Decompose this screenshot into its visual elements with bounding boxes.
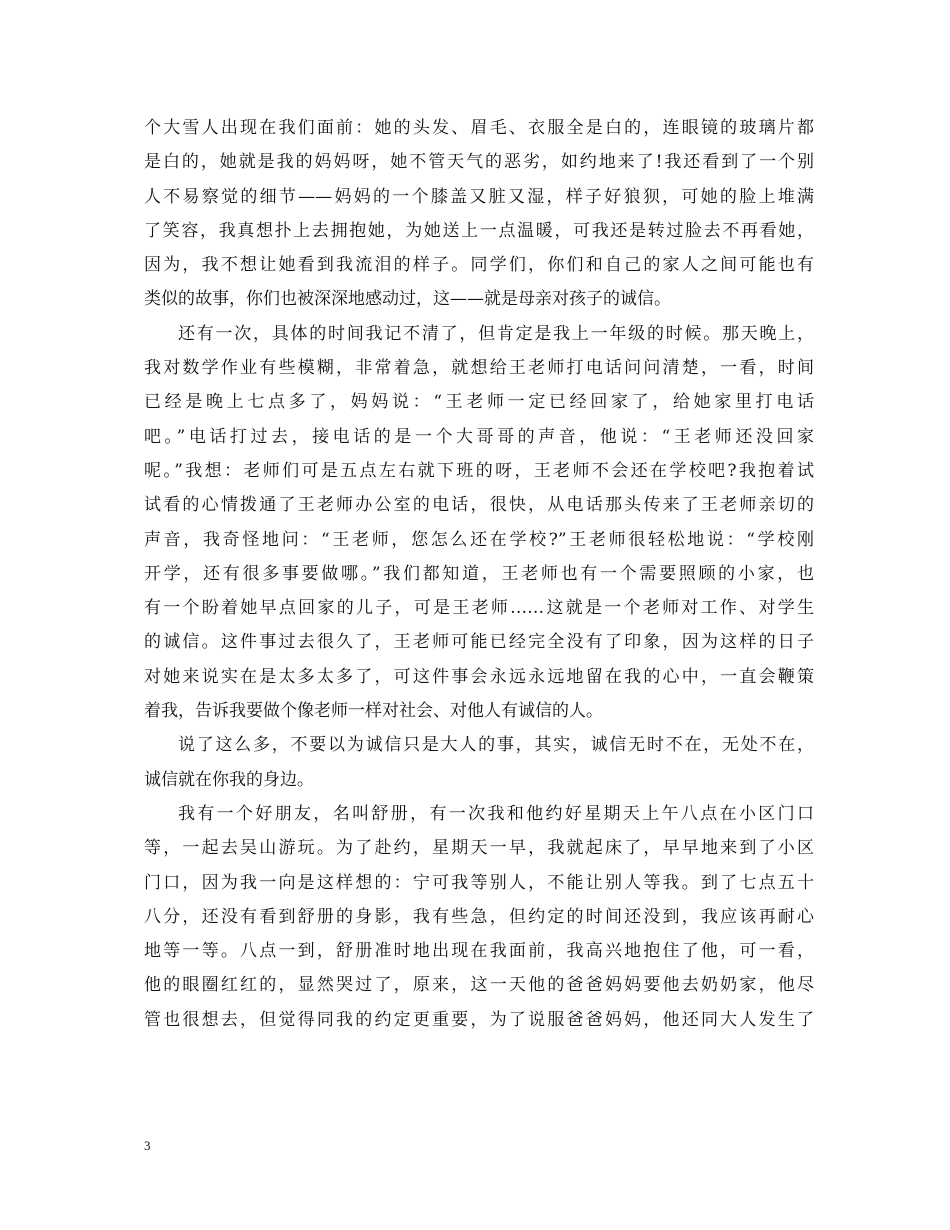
text-line: 个大雪人出现在我们面前：她的头发、眉毛、衣服全是白的，连眼镜的玻璃片都 — [144, 118, 814, 138]
text-line: 八分，还没有看到舒册的身影，我有些急，但约定的时间还没到，我应该再耐心 — [144, 906, 814, 927]
body-text — [144, 111, 814, 1037]
text-line: 等，一起去吴山游玩。为了赴约，星期天一早，我就起床了，早早地来到了小区 — [144, 838, 814, 859]
text-line: 对她来说实在是太多太多了，可这件事会永远永远地留在我的心中，一直会鞭策 — [144, 666, 814, 687]
text-line: 是白的，她就是我的妈妈呀，她不管天气的恶劣，如约地来了!我还看到了一个别 — [144, 152, 814, 173]
text-line: 我对数学作业有些模糊，非常着急，就想给王老师打电话问问清楚，一看，时间 — [144, 358, 814, 379]
text-line: 呢。”我想：老师们可是五点左右就下班的呀，王老师不会还在学校吧?我抱着试 — [144, 460, 814, 481]
text-line: 地等一等。八点一到，舒册准时地出现在我面前，我高兴地抱住了他，可一看， — [144, 941, 814, 962]
text-line: 声音，我奇怪地问：“王老师，您怎么还在学校?”王老师很轻松地说：“学校刚 — [144, 529, 814, 550]
text-line: 试看的心情拨通了王老师办公室的电话，很快，从电话那头传来了王老师亲切的 — [144, 495, 814, 516]
text-line: 他的眼圈红红的，显然哭过了，原来，这一天他的爸爸妈妈要他去奶奶家，他尽 — [144, 975, 814, 996]
text-line: 的诚信。这件事过去很久了，王老师可能已经完全没有了印象，因为这样的日子 — [144, 632, 814, 653]
text-line: 着我，告诉我要做个像老师一样对社会、对他人有诚信的人。 — [144, 701, 603, 722]
text-line: 还有一次，具体的时间我记不清了，但肯定是我上一年级的时候。那天晚上， — [178, 323, 814, 344]
text-line: 吧。”电话打过去，接电话的是一个大哥哥的声音，他说：“王老师还没回家 — [144, 426, 814, 447]
text-line: 类似的故事，你们也被深深地感动过，这——就是母亲对孩子的诚信。 — [144, 289, 671, 310]
text-line: 开学，还有很多事要做哪。”我们都知道，王老师也有一个需要照顾的小家，也 — [144, 563, 814, 584]
text-line: 因为，我不想让她看到我流泪的样子。同学们，你们和自己的家人之间可能也有 — [144, 255, 814, 276]
page-number: 3 — [144, 1138, 151, 1153]
text-line: 说了这么多，不要以为诚信只是大人的事，其实，诚信无时不在，无处不在， — [178, 735, 814, 756]
text-line: 诚信就在你我的身边。 — [144, 769, 314, 790]
text-line: 我有一个好朋友，名叫舒册，有一次我和他约好星期天上午八点在小区门口 — [178, 803, 814, 824]
text-line: 门口，因为我一向是这样想的：宁可我等别人，不能让别人等我。到了七点五十 — [144, 872, 814, 893]
text-line: 管也很想去，但觉得同我的约定更重要，为了说服爸爸妈妈，他还同大人发生了 — [144, 1009, 814, 1030]
text-line: 已经是晚上七点多了，妈妈说：“王老师一定已经回家了，给她家里打电话 — [144, 392, 814, 413]
text-line: 有一个盼着她早点回家的儿子，可是王老师……这就是一个老师对工作、对学生 — [144, 598, 814, 619]
text-line: 人不易察觉的细节——妈妈的一个膝盖又脏又湿，样子好狼狈，可她的脸上堆满 — [144, 186, 814, 207]
text-line: 了笑容，我真想扑上去拥抱她，为她送上一点温暖，可我还是转过脸去不再看她， — [144, 220, 814, 241]
